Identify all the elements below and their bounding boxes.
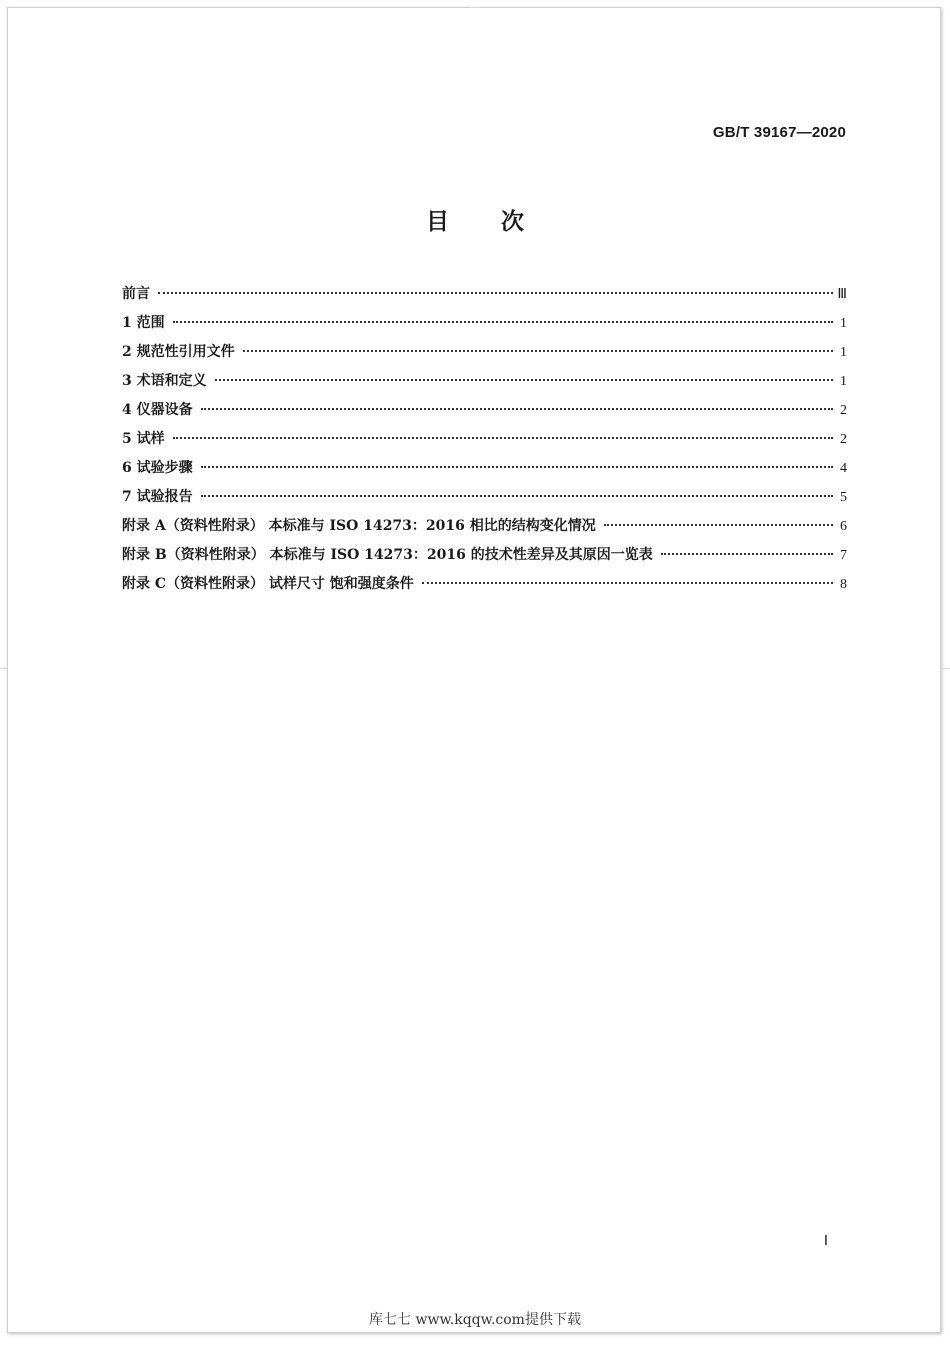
crop-mark-right — [941, 668, 950, 669]
toc-entry-label: 4 仪器设备 — [122, 402, 193, 418]
toc-entry-label: 附录 A（资料性附录） 本标准与 ISO 14273：2016 相比的结构变化情况 — [122, 518, 596, 534]
toc-entry[interactable] — [122, 283, 847, 312]
title-char-1: 目 — [426, 209, 449, 235]
download-watermark: 库七七 www.kqqw.com提供下载 — [369, 1312, 581, 1328]
toc-entry-page: 1 — [840, 345, 847, 360]
toc-entry-page: 1 — [840, 316, 847, 331]
page-number: Ⅰ — [823, 1234, 828, 1249]
leader-dots — [243, 350, 833, 352]
toc-entry-label: 3 术语和定义 — [122, 373, 207, 389]
toc-entry[interactable] — [122, 428, 847, 457]
toc-entry-page: 5 — [840, 490, 847, 505]
leader-dots — [604, 524, 833, 526]
toc-entry-label: 附录 C（资料性附录） 试样尺寸 饱和强度条件 — [122, 576, 414, 592]
toc-entry-page: 1 — [840, 374, 847, 389]
toc-entry-page: 6 — [840, 519, 847, 534]
leader-dots — [201, 466, 833, 468]
leader-dots — [661, 553, 833, 555]
toc-entry[interactable] — [122, 370, 847, 399]
crop-mark-top — [470, 7, 480, 8]
toc-entry[interactable] — [122, 399, 847, 428]
toc-entry[interactable] — [122, 312, 847, 341]
toc-entry-label: 2 规范性引用文件 — [122, 344, 235, 360]
leader-dots — [422, 582, 833, 584]
toc-entry-page: 2 — [840, 432, 847, 447]
toc-entry-label: 7 试验报告 — [122, 489, 193, 505]
toc-entry-label: 5 试样 — [122, 431, 165, 447]
leader-dots — [173, 321, 833, 323]
toc-entry[interactable] — [122, 515, 847, 544]
toc-entry-page: 8 — [840, 577, 847, 592]
toc-entry[interactable] — [122, 486, 847, 515]
toc-entry-page: 2 — [840, 403, 847, 418]
leader-dots — [173, 437, 833, 439]
toc-entry-page: 7 — [840, 548, 847, 563]
toc-entry[interactable] — [122, 573, 847, 602]
leader-dots — [215, 379, 833, 381]
toc-entry[interactable] — [122, 341, 847, 370]
toc-entry-label: 1 范围 — [122, 315, 165, 331]
toc-entry-label: 前言 — [122, 286, 150, 302]
leader-dots — [158, 292, 833, 294]
leader-dots — [201, 495, 833, 497]
leader-dots — [201, 408, 833, 410]
title-char-2: 次 — [501, 209, 524, 235]
toc-entry[interactable] — [122, 544, 847, 573]
page-title — [0, 203, 950, 236]
toc-entry[interactable] — [122, 457, 847, 486]
table-of-contents — [122, 283, 847, 602]
standard-number: GB/T 39167—2020 — [712, 124, 846, 141]
toc-entry-label: 6 试验步骤 — [122, 460, 193, 476]
toc-entry-page: Ⅲ — [837, 287, 847, 302]
crop-mark-left — [0, 668, 8, 669]
toc-entry-page: 4 — [840, 461, 847, 476]
toc-entry-label: 附录 B（资料性附录） 本标准与 ISO 14273：2016 的技术性差异及其原因一览表 — [122, 547, 653, 563]
